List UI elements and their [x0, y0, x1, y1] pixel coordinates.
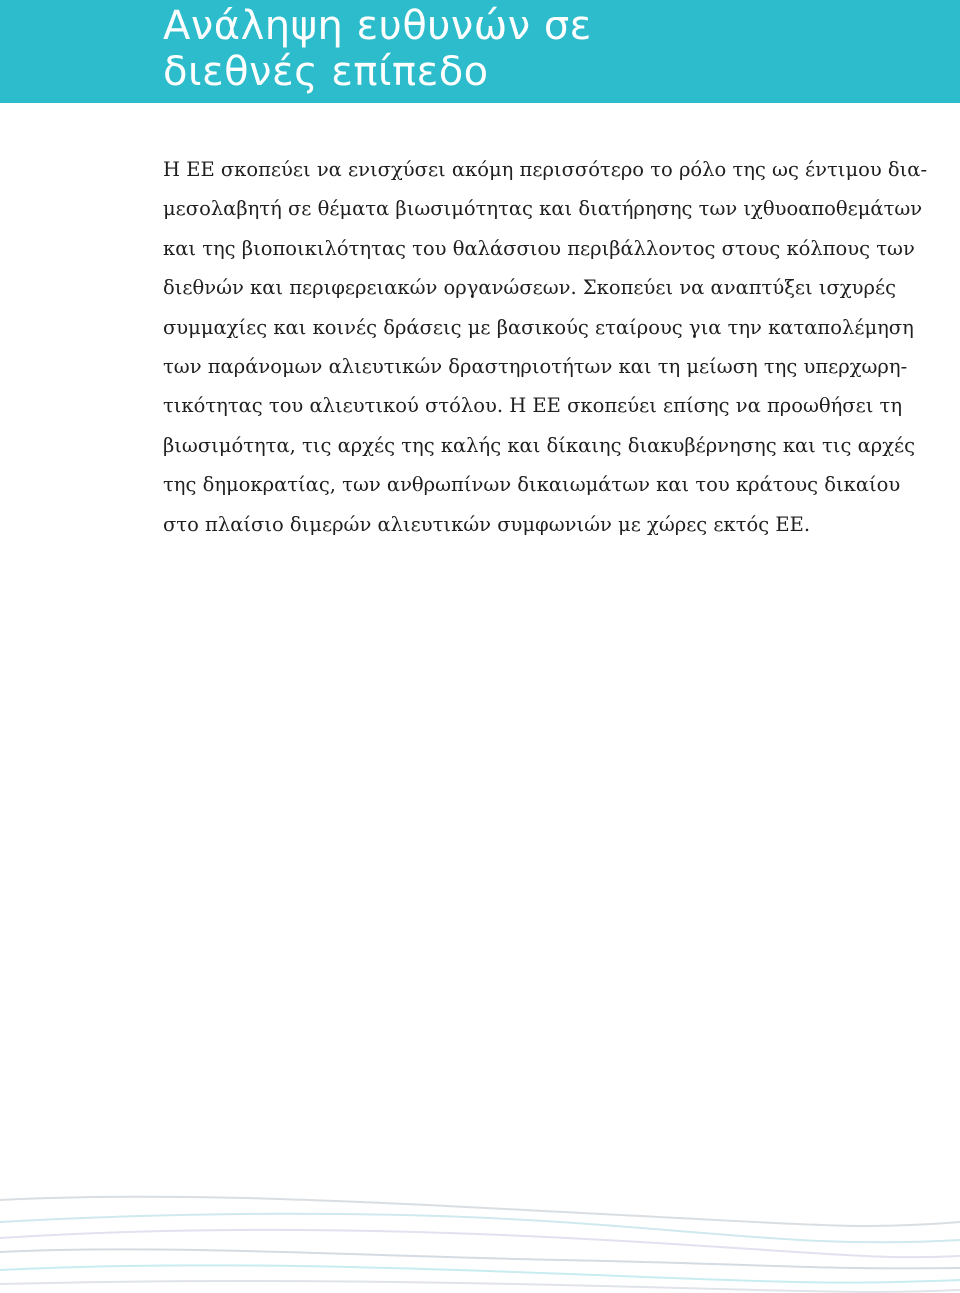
title-line-1: Ανάληψη ευθυνών σε	[163, 3, 592, 49]
paragraph-line: και της βιοποικιλότητας του θαλάσσιου περιβάλλοντος στους κόλπους των	[163, 236, 915, 260]
paragraph-line: στο πλαίσιο διμερών αλιευτικών συμφωνιών με χώρες εκτός ΕΕ.	[163, 512, 811, 536]
paragraph-line: διεθνών και περιφερειακών οργανώσεων. Σκοπεύει να αναπτύξει ισχυρές	[163, 276, 896, 300]
body-paragraph	[163, 150, 928, 544]
wave-line	[0, 1230, 960, 1257]
paragraph-line: των παράνομων αλιευτικών δραστηριοτήτων και τη μείωση της υπερχωρη-	[163, 355, 908, 379]
page-title	[163, 3, 592, 95]
paragraph-line: τικότητας του αλιευτικού στόλου. Η ΕΕ σκοπεύει επίσης να προωθήσει τη	[163, 394, 903, 418]
wave-line	[0, 1197, 960, 1226]
paragraph-line: Η ΕΕ σκοπεύει να ενισχύσει ακόμη περισσότερο το ρόλο της ως έντιμου δια-	[163, 158, 928, 181]
paragraph-line: βιωσιμότητα, τις αρχές της καλής και δίκαιης διακυβέρνησης και τις αρχές	[163, 433, 916, 457]
paragraph-line: της δημοκρατίας, των ανθρωπίνων δικαιωμάτων και του κράτους δικαίου	[163, 473, 901, 497]
header-band	[0, 0, 960, 103]
paragraph-line: συμμαχίες και κοινές δράσεις με βασικούς εταίρους για την καταπολέμηση	[163, 315, 914, 339]
wave-line	[0, 1214, 960, 1243]
decorative-waves	[0, 1160, 960, 1293]
paragraph-line: μεσολαβητή σε θέματα βιωσιμότητας και διατήρησης των ιχθυοαποθεμάτων	[163, 197, 923, 221]
title-line-2: διεθνές επίπεδο	[163, 49, 489, 95]
